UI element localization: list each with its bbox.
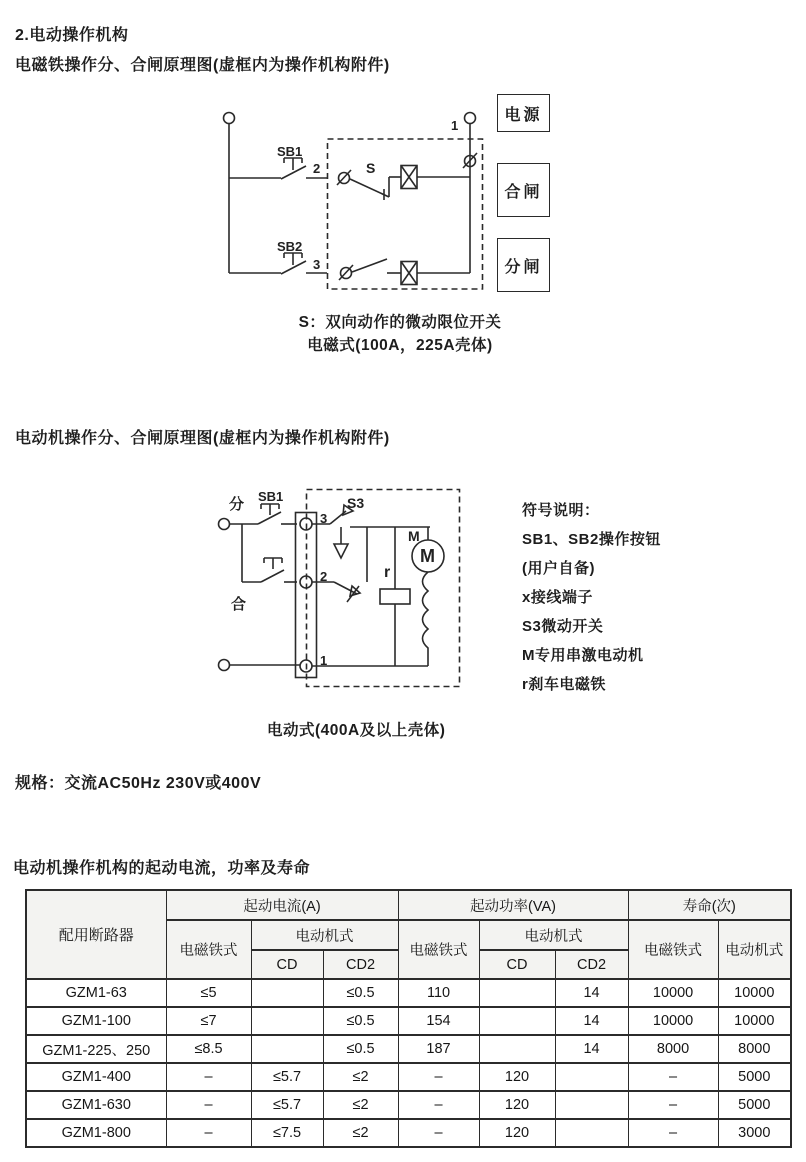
legend-line: x接线端子: [522, 589, 593, 606]
terminal-circle-icon: [219, 519, 230, 530]
terminal-3-label: 3: [320, 511, 328, 526]
header-solenoid-type: 电磁铁式: [398, 920, 479, 979]
close-char-label: 合: [231, 596, 247, 613]
open-char-label: 分: [229, 496, 245, 513]
s-label: S: [366, 160, 376, 176]
table-title: 电动机操作机构的起动电流，功率及寿命: [13, 860, 311, 877]
header-cd2: CD2: [555, 950, 628, 979]
box-open: 分闸: [497, 238, 550, 292]
legend-line: M专用串激电动机: [522, 647, 644, 664]
header-solenoid-type: 电磁铁式: [628, 920, 718, 979]
table-row: GZM1-800 – ≤7.5 ≤2 – 120 – 3000: [26, 1119, 791, 1147]
brake-r-label: r: [384, 564, 391, 581]
header-cd2: CD2: [323, 950, 398, 979]
brake-electromagnet-icon: [380, 527, 410, 666]
sb1-pushbutton-icon: [258, 504, 281, 524]
table-row: GZM1-63 ≤5 ≤0.5 110 14 10000 10000: [26, 979, 791, 1007]
legend-title: 符号说明：: [522, 502, 600, 519]
table-row: GZM1-400 – ≤5.7 ≤2 – 120 – 5000: [26, 1063, 791, 1091]
terminal-circle-icon: [219, 660, 230, 671]
header-breaker: 配用断路器: [26, 890, 166, 979]
sb1-label: SB1: [277, 144, 303, 159]
subtitle-motor-diagram: 电动机操作分、合闸原理图(虚框内为操作机构附件): [15, 430, 390, 447]
cell-breaker: GZM1-800: [26, 1119, 166, 1147]
series-coil-icon: [423, 572, 429, 666]
symbol-legend: [522, 496, 661, 699]
table-row: GZM1-630 – ≤5.7 ≤2 – 120 – 5000: [26, 1091, 791, 1119]
motor-inner-label: M: [420, 546, 435, 566]
header-life: 寿命(次): [628, 890, 791, 920]
sb1-label: SB1: [258, 489, 284, 504]
box-power-source: 电源: [497, 94, 550, 132]
legend-line: r刹车电磁铁: [522, 676, 606, 693]
table-row: GZM1-225、250 ≤8.5 ≤0.5 187 14 8000 8000: [26, 1035, 791, 1063]
legend-line: SB1、SB2操作按钮: [522, 531, 661, 548]
header-cd: CD: [251, 950, 323, 979]
legend-line: (用户自备): [522, 560, 595, 577]
cell-breaker: GZM1-225、250: [26, 1035, 166, 1063]
header-motor-type: 电动机式: [718, 920, 791, 979]
caption-s-note: S：双向动作的微动限位开关: [298, 314, 502, 331]
s3-label: S3: [347, 495, 365, 511]
table-row: GZM1-100 ≤7 ≤0.5 154 14 10000 10000: [26, 1007, 791, 1035]
cell-breaker: GZM1-630: [26, 1091, 166, 1119]
header-motor-type: 电动机式: [479, 920, 628, 950]
box-close: 合闸: [497, 163, 550, 217]
legend-line: S3微动开关: [522, 618, 604, 635]
terminal-1-label: 1: [320, 653, 328, 668]
node-1-label: 1: [451, 118, 459, 133]
subtitle-electromagnet-diagram: 电磁铁操作分、合闸原理图(虚框内为操作机构附件): [15, 57, 390, 74]
header-cd: CD: [479, 950, 555, 979]
header-motor-type: 电动机式: [251, 920, 398, 950]
terminal-2-label: 2: [320, 569, 328, 584]
spec-line: 规格：交流AC50Hz 230V或400V: [15, 775, 262, 792]
node-3-label: 3: [313, 257, 321, 272]
accessory-dashed-box: [307, 490, 460, 687]
cell-breaker: GZM1-100: [26, 1007, 166, 1035]
header-solenoid-type: 电磁铁式: [166, 920, 251, 979]
close-pushbutton-icon: [261, 558, 284, 582]
node-2-label: 2: [313, 161, 321, 176]
page-title: 2.电动操作机构: [15, 27, 129, 44]
spec-table: [25, 889, 792, 1148]
sb2-label: SB2: [277, 239, 303, 254]
cell-breaker: GZM1-63: [26, 979, 166, 1007]
caption-motor-type: 电动式(400A及以上壳体): [267, 722, 446, 739]
motor-tag-label: M: [408, 528, 420, 544]
cell-breaker: GZM1-400: [26, 1063, 166, 1091]
caption-frame-size: 电磁式(100A，225A壳体): [307, 337, 493, 354]
header-start-current: 起动电流(A): [166, 890, 398, 920]
header-start-power: 起动功率(VA): [398, 890, 628, 920]
